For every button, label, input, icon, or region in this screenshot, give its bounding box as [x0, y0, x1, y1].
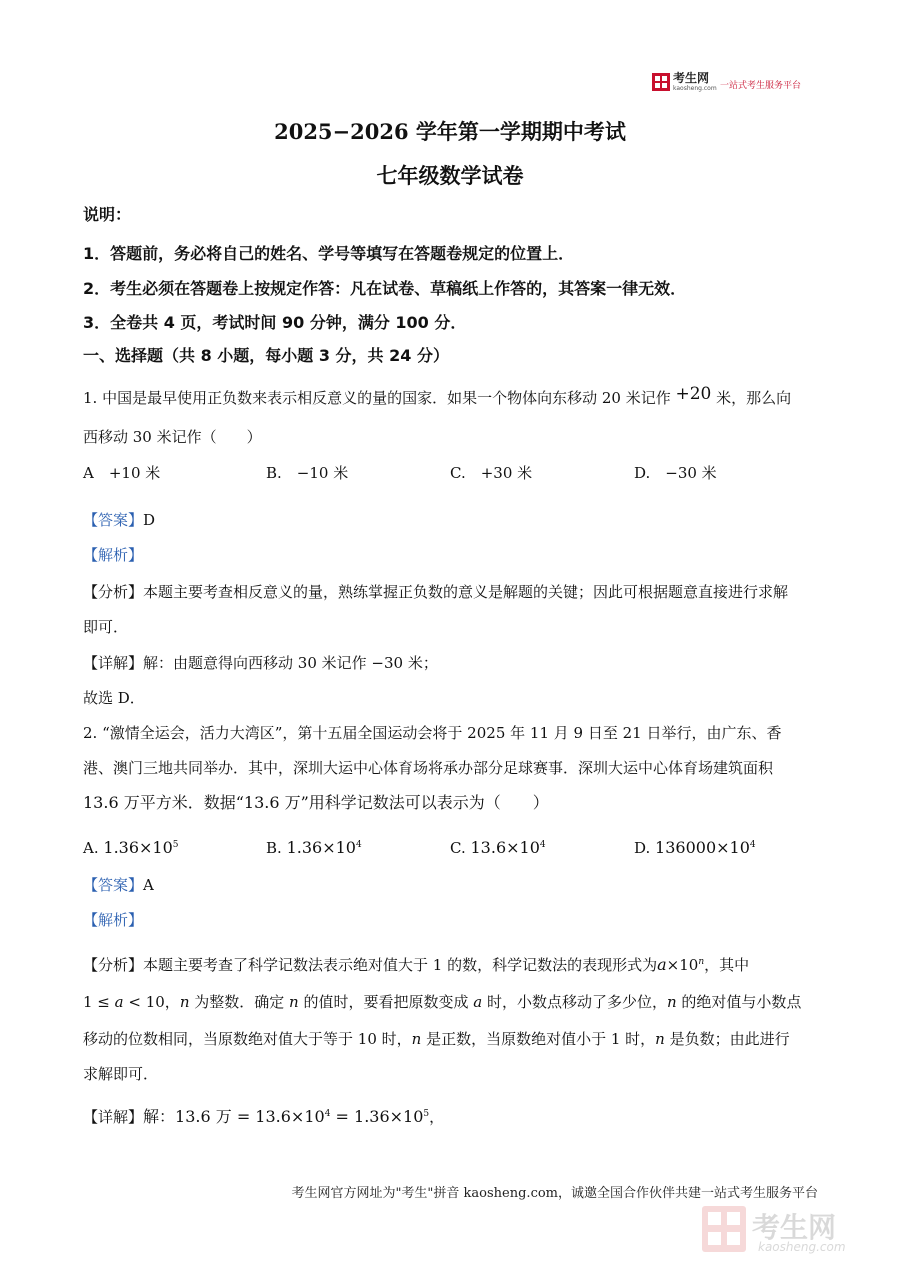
q2-fenxi-end: ，其中: [704, 956, 750, 974]
note-item-1: 1．答题前，务必将自己的姓名、学号等填写在答题卷规定的位置上．: [83, 244, 575, 263]
q2-option-c-label: C.: [450, 839, 466, 857]
detail-tag: 【详解】: [83, 1108, 144, 1126]
q2-option-c: [450, 835, 546, 858]
header-logo: [652, 72, 822, 96]
watermark-url: kaosheng.com: [758, 1240, 846, 1254]
text-seg: 是负数；由此进行: [664, 1030, 790, 1048]
q1-answer-value: D: [143, 511, 156, 529]
q2-detail-b: = 1.36×10: [330, 1107, 424, 1126]
q2-option-d-exp: 4: [749, 840, 756, 850]
text-seg: 为整数．确定: [189, 993, 290, 1011]
q2-detail-c: ，: [429, 1108, 445, 1126]
text-seg: 的值时，要看把原数变成: [298, 993, 474, 1011]
q1-conclusion: 故选 D．: [83, 689, 145, 707]
text-seg: 移动的位数相同，当原数绝对值大于等于 10 时，: [83, 1030, 412, 1048]
kaosheng-logo-icon: [652, 73, 670, 91]
q1-option-c: C. +30 米: [450, 464, 533, 482]
q1-stem-line1: [83, 384, 792, 408]
q1-analysis-tag: 【解析】: [83, 546, 144, 564]
q1-plus20: +20: [675, 384, 712, 404]
var-n: n: [411, 1030, 422, 1048]
notes-heading: 说明：: [83, 205, 132, 224]
q1-stem-text-end: 米，那么向: [716, 389, 792, 407]
text-seg: 时，小数点移动了多少位，: [482, 993, 667, 1011]
q2-fenxi-line4: 求解即可．: [83, 1065, 159, 1083]
logo-url: kaosheng.com: [673, 85, 717, 92]
q2-option-b-base: 1.36×10: [286, 838, 356, 857]
q2-option-a-exp: 5: [172, 840, 179, 850]
ineq-start: 1 ≤: [83, 993, 115, 1011]
q2-detail: [83, 1104, 444, 1127]
ineq-end: < 10，: [123, 993, 180, 1011]
watermark-logo-icon: [702, 1206, 746, 1252]
q1-option-d: D. −30 米: [634, 464, 717, 482]
note-item-2: 2．考生必须在答题卷上按规定作答：凡在试卷、草稿纸上作答的，其答案一律无效．: [83, 279, 687, 298]
var-a: a: [473, 993, 483, 1011]
page-title: 2025−2026 学年第一学期期中考试: [274, 119, 626, 144]
q2-option-b-label: B.: [266, 839, 282, 857]
text-seg: 是正数，当原数绝对值小于 1 时，: [421, 1030, 656, 1048]
q2-analysis-tag: 【解析】: [83, 911, 144, 929]
text-seg: 的绝对值与小数点: [676, 993, 802, 1011]
q2-detail-exp2: 5: [423, 1109, 430, 1119]
times-ten: ×10: [666, 956, 699, 974]
q2-option-d: [634, 835, 756, 858]
section-heading: 一、选择题（共 8 小题，每小题 3 分，共 24 分）: [83, 346, 449, 365]
q1-detail: [83, 653, 438, 673]
q1-option-b: B. −10 米: [266, 464, 349, 482]
var-n: n: [666, 993, 677, 1011]
note-item-3: 3．全卷共 4 页，考试时间 90 分钟，满分 100 分．: [83, 313, 467, 332]
var-n-exp: n: [698, 957, 705, 967]
q2-option-a-label: A.: [83, 839, 99, 857]
var-a: a: [657, 955, 667, 974]
q2-detail-a: 解：13.6 万 = 13.6×10: [143, 1107, 325, 1126]
answer-tag: 【答案】: [83, 876, 144, 894]
q1-option-a: A +10 米: [83, 464, 161, 482]
q1-detail-text: 解：由题意得向西移动 30 米记作 −30 米；: [143, 654, 438, 672]
q2-answer: [83, 875, 154, 895]
answer-tag: 【答案】: [83, 511, 144, 529]
q2-stem-line1: 2. “激情全运会，活力大湾区”，第十五届全国运动会将于 2025 年 11 月 9 日至 21 日举行，由广东、香: [83, 724, 782, 742]
q2-fenxi-text: 本题主要考查了科学记数法表示绝对值大于 1 的数，科学记数法的表现形式为: [143, 956, 658, 974]
page-subtitle: 七年级数学试卷: [376, 163, 524, 188]
q2-option-a: [83, 835, 179, 858]
fenxi-tag: 【分析】: [83, 956, 144, 974]
logo-slogan: 一站式考生服务平台: [720, 81, 802, 91]
footer-note: 考生网官方网址为"考生"拼音 kaosheng.com，诚邀全国合作伙伴共建一站式考生服务平台: [291, 1186, 818, 1201]
q2-fenxi-line1: [83, 952, 749, 975]
q2-option-c-base: 13.6×10: [470, 838, 540, 857]
logo-name: 考生网: [673, 71, 710, 85]
watermark-text: 考生网: [752, 1211, 837, 1244]
q1-fenxi-line2: 即可．: [83, 618, 129, 636]
q2-detail-exp1: 4: [324, 1109, 331, 1119]
q2-option-d-label: D.: [634, 839, 651, 857]
q1-stem-text: 1. 中国是最早使用正负数来表示相反意义的量的国家．如果一个物体向东移动 20 米记作: [83, 389, 671, 407]
q2-stem-line3: 13.6 万平方米．数据“13.6 万”用科学记数法可以表示为（ ）: [83, 793, 549, 812]
q1-fenxi: [83, 582, 788, 602]
q2-answer-value: A: [143, 876, 154, 894]
q2-fenxi-line3: [83, 1029, 790, 1049]
var-a: a: [114, 993, 124, 1011]
q2-option-d-base: 136000×10: [655, 838, 750, 857]
watermark: [702, 1206, 872, 1256]
q1-answer: [83, 510, 155, 530]
detail-tag: 【详解】: [83, 654, 144, 672]
q2-option-a-base: 1.36×10: [103, 838, 173, 857]
q2-option-b: [266, 835, 362, 858]
q2-option-b-exp: 4: [355, 840, 362, 850]
q1-stem-line2: 西移动 30 米记作（ ）: [83, 428, 262, 446]
fenxi-tag: 【分析】: [83, 583, 144, 601]
q1-fenxi-text: 本题主要考查相反意义的量，熟练掌握正负数的意义是解题的关键；因此可根据题意直接进行求解: [143, 583, 789, 601]
q2-fenxi-line2: [83, 992, 801, 1012]
var-n: n: [179, 993, 190, 1011]
q2-option-c-exp: 4: [539, 840, 546, 850]
var-n: n: [655, 1030, 665, 1048]
var-n: n: [289, 993, 299, 1011]
q2-stem-line2: 港、澳门三地共同举办．其中，深圳大运中心体育场将承办部分足球赛事．深圳大运中心体育场建筑面积: [83, 759, 774, 777]
